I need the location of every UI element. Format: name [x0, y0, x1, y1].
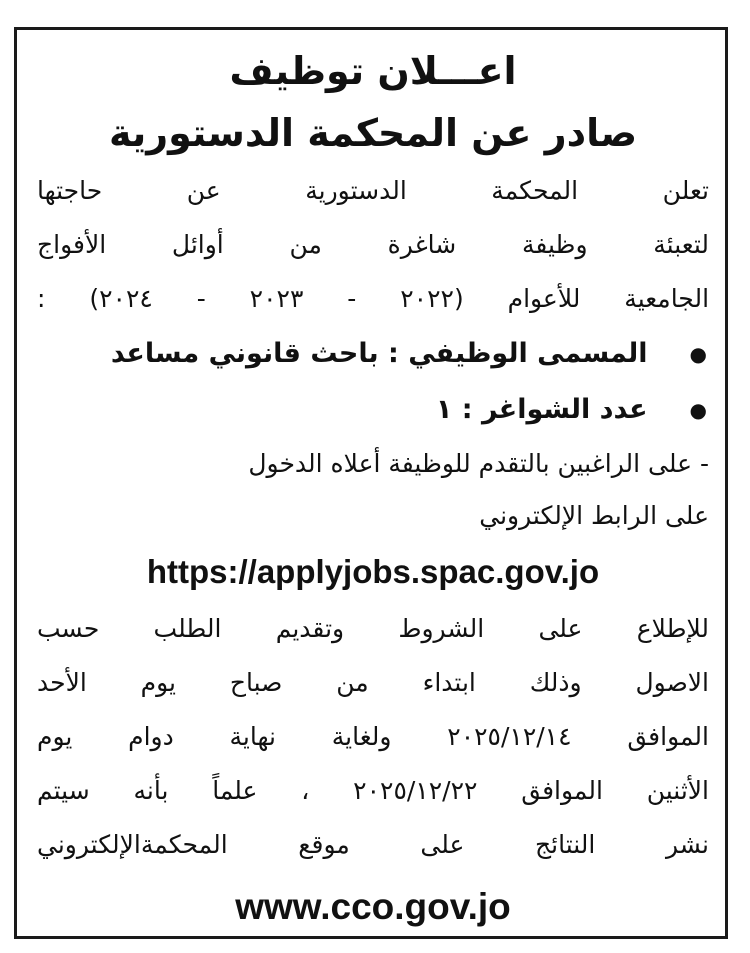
apply-url-link[interactable]: https://applyjobs.spac.gov.jo	[146, 553, 600, 590]
announcement-content	[37, 30, 709, 942]
details-line: نشر النتائج على موقع المحكمةالإلكتروني	[37, 830, 709, 859]
details-line: الاصول وذلك ابتداء من صباح يوم الأحد	[37, 668, 709, 697]
announcement-issuer: صادر عن المحكمة الدستورية	[108, 111, 638, 155]
vacancies-bullet	[37, 382, 709, 438]
announcement-frame	[14, 27, 728, 939]
bullet-icon: ●	[689, 342, 707, 366]
apply-instruction: - على الراغبين بالتقدم للوظيفة أعلاه الدخول	[248, 449, 709, 478]
site-url-link[interactable]: www.cco.gov.jo	[235, 886, 511, 927]
job-title-text: المسمى الوظيفي : باحث قانوني مساعد	[110, 338, 648, 369]
details-line: للإطلاع على الشروط وتقديم الطلب حسب	[37, 614, 709, 643]
announcement-title: اعـــلان توظيف	[229, 49, 517, 93]
intro-line: تعلن المحكمة الدستورية عن حاجتها	[37, 176, 709, 205]
apply-instruction: على الرابط الإلكتروني	[479, 501, 709, 530]
details-line: الموافق ٢٠٢٥/١٢/١٤ ولغاية نهاية دوام يوم	[37, 722, 709, 751]
vacancies-text: عدد الشواغر : ١	[435, 394, 648, 425]
job-title-bullet	[37, 326, 709, 382]
intro-line: الجامعية للأعوام (٢٠٢٢ - ٢٠٢٣ - ٢٠٢٤) :	[37, 284, 709, 313]
intro-line: لتعبئة وظيفة شاغرة من أوائل الأفواج	[37, 230, 709, 259]
bullet-icon: ●	[689, 398, 707, 422]
details-line: الأثنين الموافق ٢٠٢٥/١٢/٢٢ ، علماً بأنه سيتم	[37, 776, 709, 805]
